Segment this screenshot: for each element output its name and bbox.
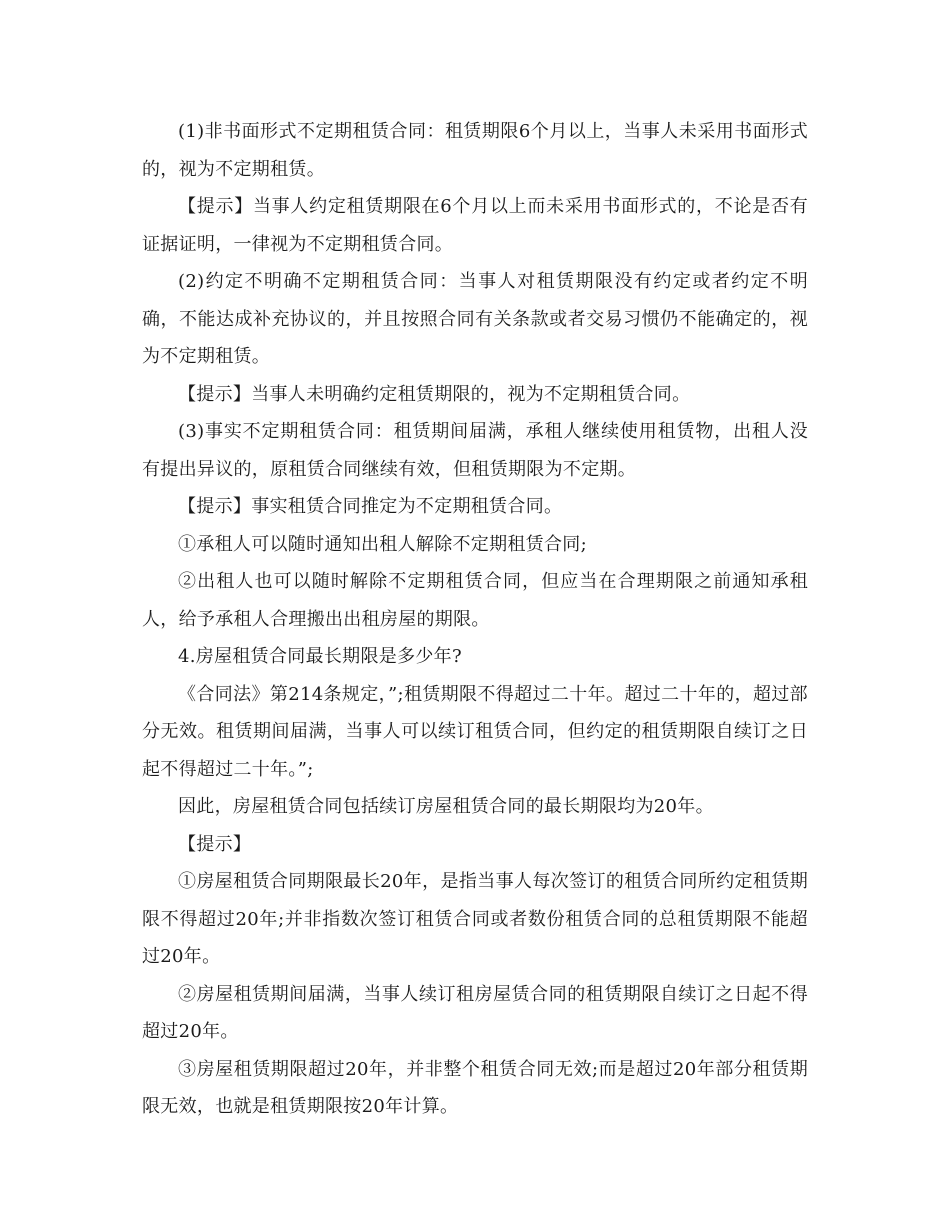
paragraph-lessor-terminate: ②出租人也可以随时解除不定期租赁合同，但应当在合理期限之前通知承租人，给予承租人合理搬出出租房屋的期限。 bbox=[142, 571, 808, 630]
paragraph-lessee-terminate: ①承租人可以随时通知出租人解除不定期租赁合同; bbox=[178, 533, 587, 555]
paragraph-conclusion-20-years: 因此，房屋租赁合同包括续订房屋租赁合同的最长期限均为20年。 bbox=[178, 796, 714, 817]
document-body bbox=[142, 113, 808, 1126]
paragraph-tip-unclear: 【提示】当事人未明确约定租赁期限的，视为不定期租赁合同。 bbox=[178, 383, 691, 405]
paragraph-tip-item-2: ②房屋租赁期间届满，当事人续订租房屋赁合同的租赁期限自续订之日起不得超过20年。 bbox=[142, 983, 808, 1042]
paragraph-indefinite-lease-unclear: (2)约定不明确不定期租赁合同：当事人对租赁期限没有约定或者约定不明确，不能达成补充协议的，并且按照合同有关条款或者交易习惯仍不能确定的，视为不定期租赁。 bbox=[142, 271, 808, 367]
paragraph-tip-item-3: ③房屋租赁期限超过20年，并非整个租赁合同无效;而是超过20年部分租赁期限无效，也就是租赁期限按20年计算。 bbox=[142, 1058, 808, 1117]
paragraph-contract-law-214: 《合同法》第214条规定，”;租赁期限不得超过二十年。超过二十年的，超过部分无效。租赁期间届满，当事人可以续订租赁合同，但约定的租赁期限自续订之日起不得超过二十年。”; bbox=[142, 683, 808, 780]
paragraph-indefinite-lease-de-facto: (3)事实不定期租赁合同：租赁期间届满，承租人继续使用租赁物，出租人没有提出异议的，原租赁合同继续有效，但租赁期限为不定期。 bbox=[142, 421, 808, 480]
paragraph-tip-item-1: ①房屋租赁合同期限最长20年，是指当事人每次签订的租赁合同所约定租赁期限不得超过20年;并非指数次签订租赁合同或者数份租赁合同的总租赁期限不能超过20年。 bbox=[142, 871, 808, 967]
paragraph-indefinite-lease-unwritten: (1)非书面形式不定期租赁合同：租赁期限6个月以上，当事人未采用书面形式的，视为不定期租赁。 bbox=[142, 121, 808, 180]
paragraph-heading-max-term: 4.房屋租赁合同最长期限是多少年? bbox=[178, 646, 462, 667]
paragraph-tip-unwritten: 【提示】当事人约定租赁期限在6个月以上而未采用书面形式的，不论是否有证据证明，一律视为不定期租赁合同。 bbox=[142, 196, 808, 255]
paragraph-tip-de-facto: 【提示】事实租赁合同推定为不定期租赁合同。 bbox=[178, 496, 563, 517]
paragraph-tip-heading: 【提示】 bbox=[178, 833, 252, 855]
